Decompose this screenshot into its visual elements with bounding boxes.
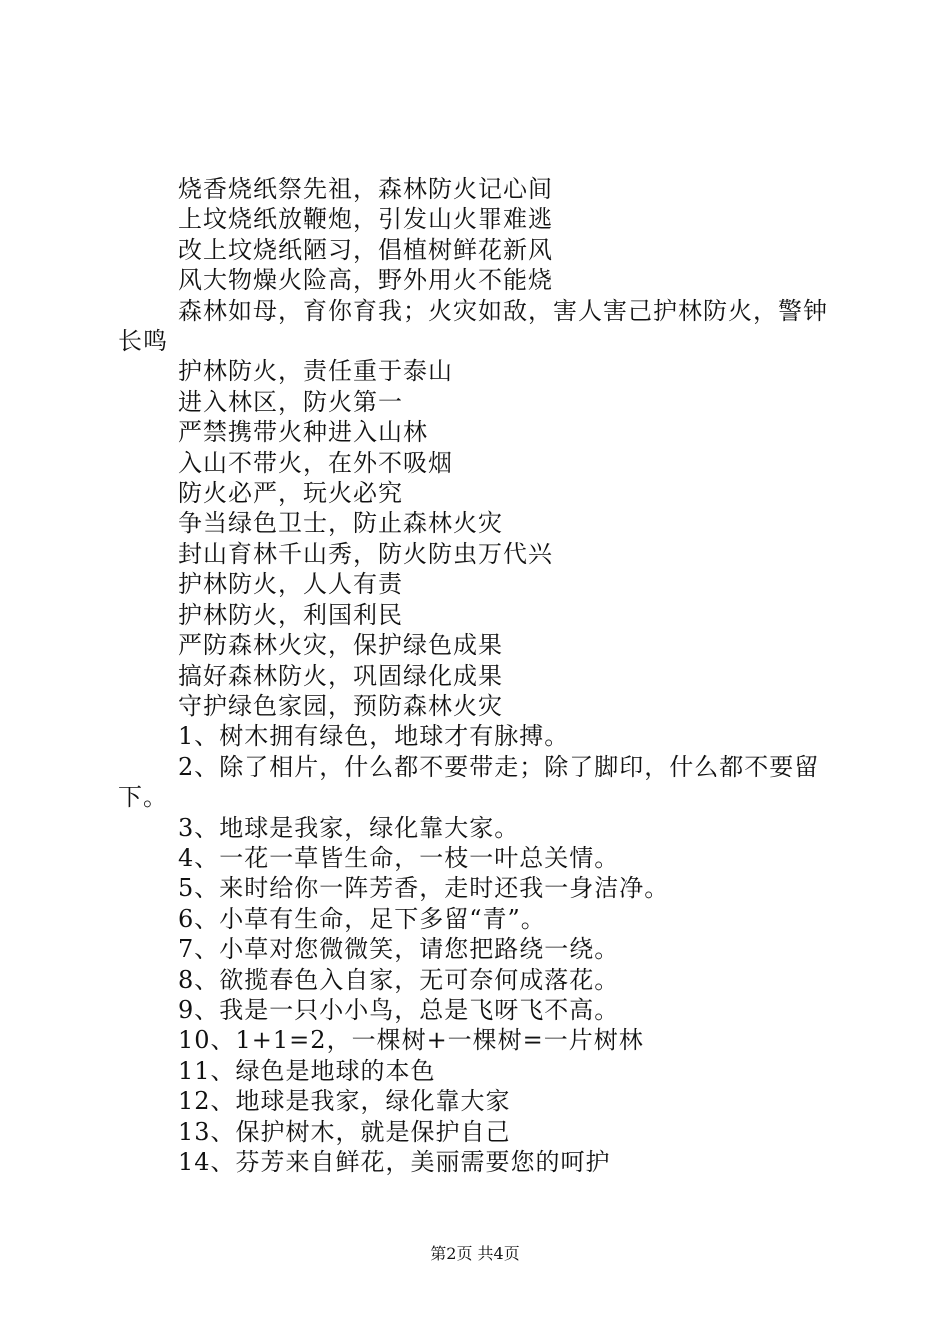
text-line: 封山育林千山秀，防火防虫万代兴 xyxy=(178,539,553,568)
text-line: 风大物燥火险高，野外用火不能烧 xyxy=(178,266,553,295)
text-line: 护林防火，责任重于泰山 xyxy=(178,357,453,386)
text-line: 防火必严，玩火必究 xyxy=(178,479,403,508)
numbered-item: 5、来时给你一阵芳香，走时还我一身洁净。 xyxy=(178,874,670,903)
numbered-item: 9、我是一只小小鸟，总是飞呀飞不高。 xyxy=(178,995,620,1024)
text-line: 改上坟烧纸陋习，倡植树鲜花新风 xyxy=(178,235,553,264)
text-line: 搞好森林防火，巩固绿化成果 xyxy=(178,661,503,690)
numbered-item: 12、地球是我家，绿化靠大家 xyxy=(178,1087,511,1116)
text-line: 护林防火，利国利民 xyxy=(178,600,403,629)
numbered-item: 6、小草有生命，足下多留“青”。 xyxy=(178,904,546,933)
text-line: 烧香烧纸祭先祖，森林防火记心间 xyxy=(178,175,553,203)
numbered-item: 7、小草对您微微笑，请您把路绕一绕。 xyxy=(178,935,620,964)
text-line: 上坟烧纸放鞭炮，引发山火罪难逃 xyxy=(178,205,553,234)
document-body xyxy=(118,174,838,1177)
numbered-item: 13、保护树木，就是保护自己 xyxy=(178,1117,511,1146)
text-line: 进入林区，防火第一 xyxy=(178,387,403,416)
numbered-item: 8、欲揽春色入自家，无可奈何成落花。 xyxy=(178,965,620,994)
numbered-item: 11、绿色是地球的本色 xyxy=(178,1056,436,1085)
numbered-item: 3、地球是我家，绿化靠大家。 xyxy=(178,813,520,842)
page-footer: 第2页 共4页 xyxy=(430,1244,520,1263)
text-line: 入山不带火，在外不吸烟 xyxy=(178,448,453,477)
numbered-item: 10、1+1=2，一棵树+一棵树=一片树林 xyxy=(178,1026,644,1055)
text-line: 护林防火，人人有责 xyxy=(178,570,403,599)
numbered-item: 2、除了相片，什么都不要带走；除了脚印，什么都不要留下。 xyxy=(118,752,820,812)
numbered-item: 1、树木拥有绿色，地球才有脉搏。 xyxy=(178,722,570,751)
text-line: 严防森林火灾，保护绿色成果 xyxy=(178,631,503,660)
text-line: 严禁携带火种进入山林 xyxy=(178,418,428,447)
numbered-item: 14、芬芳来自鲜花，美丽需要您的呵护 xyxy=(178,1148,611,1176)
text-line: 争当绿色卫士，防止森林火灾 xyxy=(178,509,503,538)
numbered-item: 4、一花一草皆生命，一枝一叶总关情。 xyxy=(178,843,620,872)
text-line: 森林如母，育你育我；火灾如敌，害人害己护林防火，警钟长鸣 xyxy=(118,296,828,356)
text-line: 守护绿色家园，预防森林火灾 xyxy=(178,691,503,720)
